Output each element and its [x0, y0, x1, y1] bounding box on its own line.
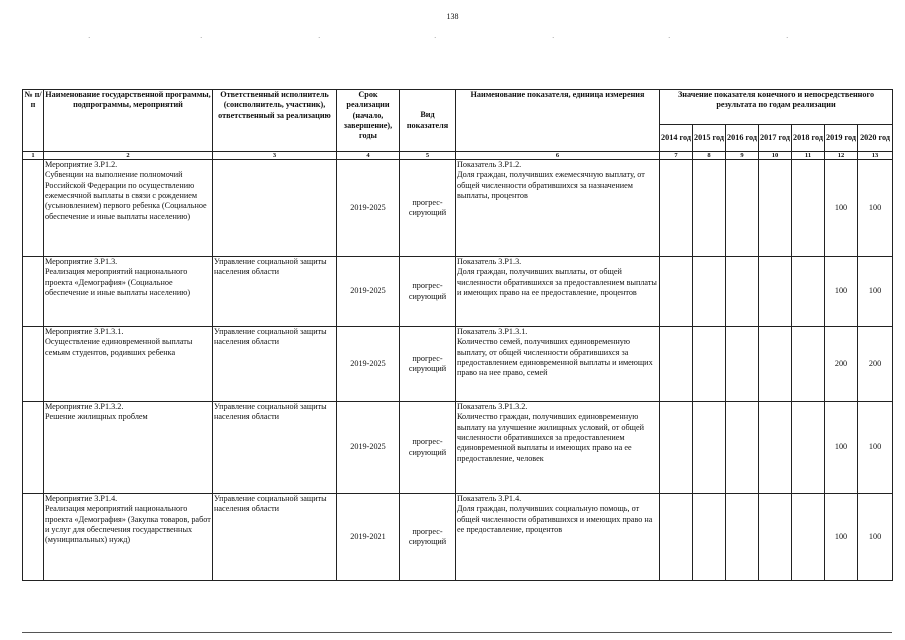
column-number: 3 — [213, 152, 337, 160]
column-number: 4 — [337, 152, 400, 160]
column-number: 8 — [693, 152, 726, 160]
value-cell: 200 — [858, 327, 893, 402]
column-number: 12 — [825, 152, 858, 160]
kind-cell: прогрес- сирующий — [400, 257, 456, 327]
column-number: 6 — [456, 152, 660, 160]
indicator-cell: Показатель 3.Р1.3.1. Количество семей, получивших единовременную выплату, от общей численности обратившихся за предоставлением единовременной выплаты и имеющих право на нее право, семей — [456, 327, 660, 402]
row-num — [23, 327, 44, 402]
scan-speck: · — [668, 34, 671, 42]
value-cell — [660, 402, 693, 494]
value-cell — [693, 160, 726, 257]
term-cell: 2019-2025 — [337, 257, 400, 327]
header-year: 2015 год — [693, 125, 726, 152]
page-number: 138 — [446, 12, 459, 21]
value-cell: 100 — [825, 160, 858, 257]
table-row — [23, 402, 893, 494]
indicator-cell: Показатель 3.Р1.3.2. Количество граждан, получивших единовременную выплату на улучшение жилищных условий, от общей численности обратившихся за предоставлением единовременной выплаты и имеющих право на ее предоставление, человек — [456, 402, 660, 494]
executor-cell: Управление социальной защиты населения области — [213, 257, 337, 327]
event-cell: Мероприятие 3.Р1.3.1. Осуществление единовременной выплаты семьям студентов, родивших ребенка — [44, 327, 213, 402]
kind-cell: прогрес- сирующий — [400, 160, 456, 257]
scan-speck: · — [786, 34, 789, 42]
table-row — [23, 327, 893, 402]
row-num — [23, 494, 44, 581]
event-cell: Мероприятие 3.Р1.3. Реализация мероприятий национального проекта «Демография» (Социальное обеспечение и иные выплаты населению) — [44, 257, 213, 327]
value-cell — [693, 257, 726, 327]
executor-cell: Управление социальной защиты населения области — [213, 402, 337, 494]
value-cell: 100 — [825, 494, 858, 581]
value-cell — [726, 257, 759, 327]
event-cell: Мероприятие 3.Р1.2. Субвенции на выполнение полномочий Российской Федерации по осуществлению ежемесячной выплаты в связи с рождением (усыновлением) первого ребенка (Социальное обеспечение и иные выплаты населению) — [44, 160, 213, 257]
page-bottom-rule — [22, 632, 892, 633]
header-indicator: Наименование показателя, единица измерения — [456, 90, 660, 152]
header-values-title: Значение показателя конечного и непосредственного результата по годам реализации — [660, 90, 893, 125]
event-cell: Мероприятие 3.Р1.3.2. Решение жилищных проблем — [44, 402, 213, 494]
value-cell — [693, 402, 726, 494]
scan-specks — [0, 34, 905, 40]
scan-speck: · — [200, 34, 203, 42]
value-cell — [660, 327, 693, 402]
row-num — [23, 402, 44, 494]
value-cell: 100 — [825, 402, 858, 494]
value-cell — [759, 257, 792, 327]
event-cell: Мероприятие 3.Р1.4. Реализация мероприятий национального проекта «Демография» (Закупка товаров, работ и услуг для обеспечения государственных (муниципальных) нужд) — [44, 494, 213, 581]
value-cell — [726, 327, 759, 402]
value-cell: 100 — [858, 494, 893, 581]
executor-cell — [213, 160, 337, 257]
value-cell — [726, 402, 759, 494]
value-cell — [792, 327, 825, 402]
column-number: 5 — [400, 152, 456, 160]
header-num: № п/п — [23, 90, 44, 152]
term-cell: 2019-2025 — [337, 160, 400, 257]
header-row-top — [23, 90, 893, 125]
header-term: Срок реализации (начало, завершение), годы — [337, 90, 400, 152]
header-year: 2020 год — [858, 125, 893, 152]
value-cell — [660, 160, 693, 257]
scan-speck: · — [318, 34, 321, 42]
value-cell: 100 — [825, 257, 858, 327]
column-number: 11 — [792, 152, 825, 160]
header-year: 2014 год — [660, 125, 693, 152]
value-cell — [792, 494, 825, 581]
term-cell: 2019-2021 — [337, 494, 400, 581]
executor-cell: Управление социальной защиты населения области — [213, 327, 337, 402]
column-number-row — [23, 152, 893, 160]
term-cell: 2019-2025 — [337, 327, 400, 402]
value-cell — [759, 402, 792, 494]
column-number: 2 — [44, 152, 213, 160]
indicator-cell: Показатель 3.Р1.2. Доля граждан, получивших ежемесячную выплату, от общей численности обратившихся за назначением выплаты, процентов — [456, 160, 660, 257]
header-year: 2016 год — [726, 125, 759, 152]
kind-cell: прогрес- сирующий — [400, 402, 456, 494]
header-program: Наименование государственной программы, подпрограммы, мероприятий — [44, 90, 213, 152]
column-number: 9 — [726, 152, 759, 160]
column-number: 13 — [858, 152, 893, 160]
row-num — [23, 160, 44, 257]
column-number: 10 — [759, 152, 792, 160]
scan-speck: · — [552, 34, 555, 42]
kind-cell: прогрес- сирующий — [400, 494, 456, 581]
executor-cell: Управление социальной защиты населения области — [213, 494, 337, 581]
table-row — [23, 494, 893, 581]
value-cell — [759, 494, 792, 581]
header-year: 2019 год — [825, 125, 858, 152]
indicator-cell: Показатель 3.Р1.3. Доля граждан, получивших выплаты, от общей численности обратившихся за предоставлением выплаты и имеющих право на ее предоставление, процентов — [456, 257, 660, 327]
header-year: 2018 год — [792, 125, 825, 152]
indicator-cell: Показатель 3.Р1.4. Доля граждан, получивших социальную помощь, от общей численности обратившихся и имеющих право на ее предоставление, процентов — [456, 494, 660, 581]
header-kind: Вид показателя — [400, 90, 456, 152]
value-cell — [759, 327, 792, 402]
value-cell — [693, 494, 726, 581]
header-year: 2017 год — [759, 125, 792, 152]
column-number: 1 — [23, 152, 44, 160]
indicators-table — [22, 89, 893, 581]
value-cell: 100 — [858, 257, 893, 327]
value-cell — [660, 257, 693, 327]
table-row — [23, 160, 893, 257]
value-cell — [759, 160, 792, 257]
value-cell: 100 — [858, 402, 893, 494]
column-number: 7 — [660, 152, 693, 160]
table-row — [23, 257, 893, 327]
kind-cell: прогрес- сирующий — [400, 327, 456, 402]
term-cell: 2019-2025 — [337, 402, 400, 494]
scan-speck: · — [434, 34, 437, 42]
value-cell: 100 — [858, 160, 893, 257]
value-cell — [726, 160, 759, 257]
value-cell — [792, 160, 825, 257]
value-cell: 200 — [825, 327, 858, 402]
header-executor: Ответственный исполнитель (соисполнитель, участник), ответственный за реализацию — [213, 90, 337, 152]
value-cell — [792, 257, 825, 327]
value-cell — [792, 402, 825, 494]
value-cell — [660, 494, 693, 581]
value-cell — [726, 494, 759, 581]
row-num — [23, 257, 44, 327]
scan-speck: · — [88, 34, 91, 42]
value-cell — [693, 327, 726, 402]
